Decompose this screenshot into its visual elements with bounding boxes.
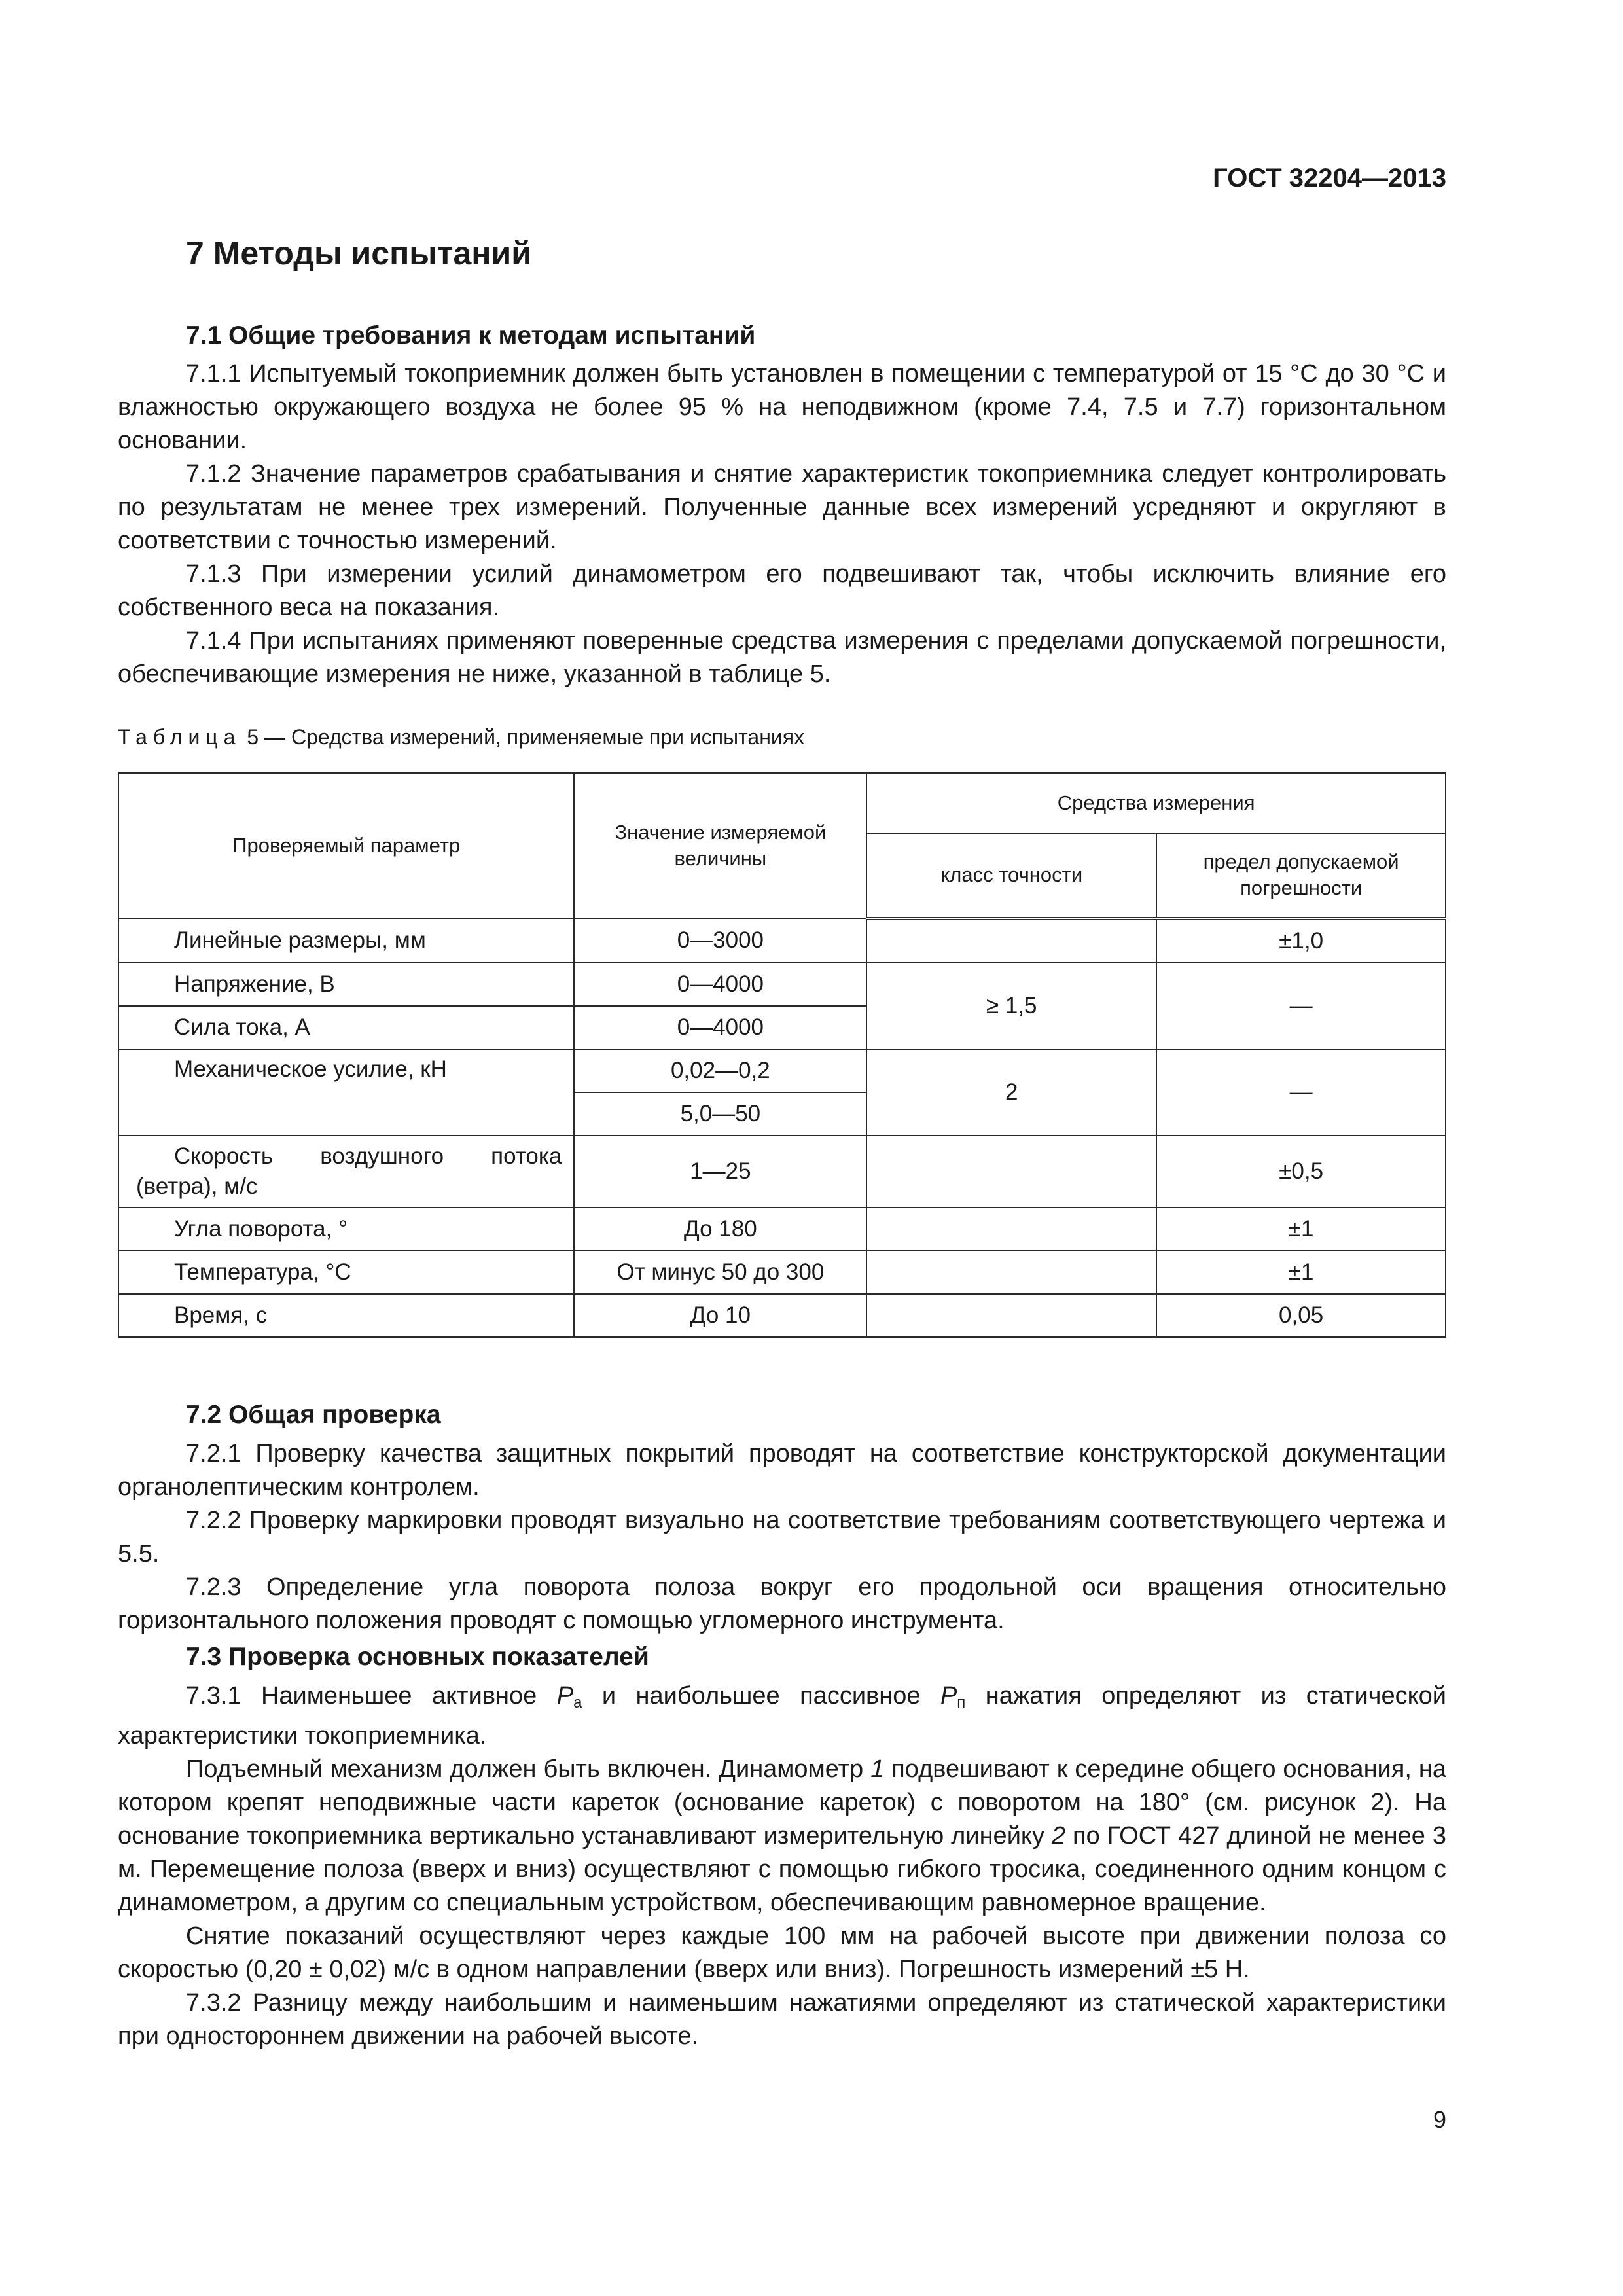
header-value: Значение измеряемой величины xyxy=(574,773,866,918)
document-page xyxy=(118,0,1446,2296)
paragraph-7-1-4: 7.1.4 При испытаниях применяют поверенные средства измерения с пределами допускаемой погрешности, обеспечивающие измерения не ниже, указанной в таблице 5. xyxy=(118,627,1446,688)
table-row: Скорость воздушного потока (ветра), м/с 1—25 ±0,5 xyxy=(118,1136,1446,1208)
paragraph-7-2-1: 7.2.1 Проверку качества защитных покрытий проводят на соответствие конструкторской документации органолептическим контролем. xyxy=(118,1440,1446,1501)
table-row: Напряжение, В 0—4000 ≥ 1,5 — xyxy=(118,963,1446,1006)
paragraph-7-3-1-method: Подъемный механизм должен быть включен. Динамометр 1 подвешивают к середине общего основания, на котором крепят неподвижные части кареток (основание кареток) с поворотом на 180° (см. рисунок 2). На основание токоприемника вертикально устанавливают измерительную линейку 2 по ГОСТ 427 длиной не менее 3 м. Перемещение полоза (вверх и вниз) осуществляют с помощью гибкого тросика, соединенного одним концом с динамометром, а другим со специальным устройством, обеспечивающим равномерное вращение. xyxy=(118,1755,1447,1916)
table-row: Угла поворота, ° До 180 ±1 xyxy=(118,1208,1446,1251)
measurement-table xyxy=(118,772,1446,1338)
table-row: Время, с До 10 0,05 xyxy=(118,1294,1446,1337)
paragraph-7-3-1: 7.3.1 Наименьшее активное $Р_а$ и наибольшее пассивное $Р_п$ нажатия определяют из статической характеристики токоприемника. xyxy=(118,1682,1447,1749)
subsection-title: 7.3 Проверка основных показателей xyxy=(186,1643,649,1671)
section-7-2 xyxy=(118,1399,1446,2053)
table-row: Механическое усилие, кН 0,02—0,2 2 — xyxy=(118,1049,1446,1092)
paragraph-7-2-3: 7.2.3 Определение угла поворота полоза вокруг его продольной оси вращения относительно горизонтального положения проводят с помощью угломерного инструмента. xyxy=(118,1573,1446,1634)
paragraph-7-1-1: 7.1.1 Испытуемый токоприемник должен быть установлен в помещении с температурой от 15 °С до 30 °С и влажностью окружающего воздуха не более 95 % на неподвижном (кроме 7.4, 7.5 и 7.7) горизонтальном основании. xyxy=(118,360,1446,454)
paragraph-7-1-3: 7.1.3 При измерении усилий динамометром его подвешивают так, чтобы исключить влияние его собственного веса на показания. xyxy=(118,560,1446,621)
param-wind-speed: Скорость воздушного потока (ветра), м/с xyxy=(118,1136,574,1208)
header-means: Средства измерения xyxy=(866,773,1446,833)
paragraph-7-2-2: 7.2.2 Проверку маркировки проводят визуально на соответствие требованиям соответствующего чертежа и 5.5. xyxy=(118,1507,1446,1568)
header-limit: предел допускаемой погрешности xyxy=(1156,833,1446,918)
header-param: Проверяемый параметр xyxy=(118,773,574,918)
paragraph-7-3-1-readings: Снятие показаний осуществляют через каждые 100 мм на рабочей высоте при движении полоза со скоростью (0,20 ± 0,02) м/с в одном направлении (вверх или вниз). Погрешность измерений ±5 Н. xyxy=(118,1922,1446,1983)
document-id: ГОСТ 32204—2013 xyxy=(1213,164,1446,192)
subsection-title: 7.1 Общие требования к методам испытаний xyxy=(186,321,756,350)
table-caption: Таблица 5 — Средства измерений, применяемые при испытаниях xyxy=(118,725,805,749)
paragraph-7-3-2: 7.3.2 Разницу между наибольшим и наименьшим нажатиями определяют из статической характеристики при одностороннем движении на рабочей высоте. xyxy=(118,1989,1446,2050)
subsection-title: 7.2 Общая проверка xyxy=(186,1401,441,1429)
page-number: 9 xyxy=(1433,2106,1446,2133)
table-row: Сила тока, А 0—4000 xyxy=(118,1006,1446,1049)
table-row: Линейные размеры, мм 0—3000 ±1,0 xyxy=(118,918,1446,963)
table-row: Температура, °С От минус 50 до 300 ±1 xyxy=(118,1251,1446,1294)
header-class: класс точности xyxy=(866,833,1156,918)
paragraph-7-1-2: 7.1.2 Значение параметров срабатывания и снятие характеристик токоприемника следует контролировать по результатам не менее трех измерений. Полученные данные всех измерений усредняют и округляют в соответствии с точностью измерений. xyxy=(118,460,1446,554)
section-title: 7 Методы испытаний xyxy=(186,235,531,272)
table-row: 5,0—50 xyxy=(118,1092,1446,1136)
section-7-1 xyxy=(118,321,1446,691)
